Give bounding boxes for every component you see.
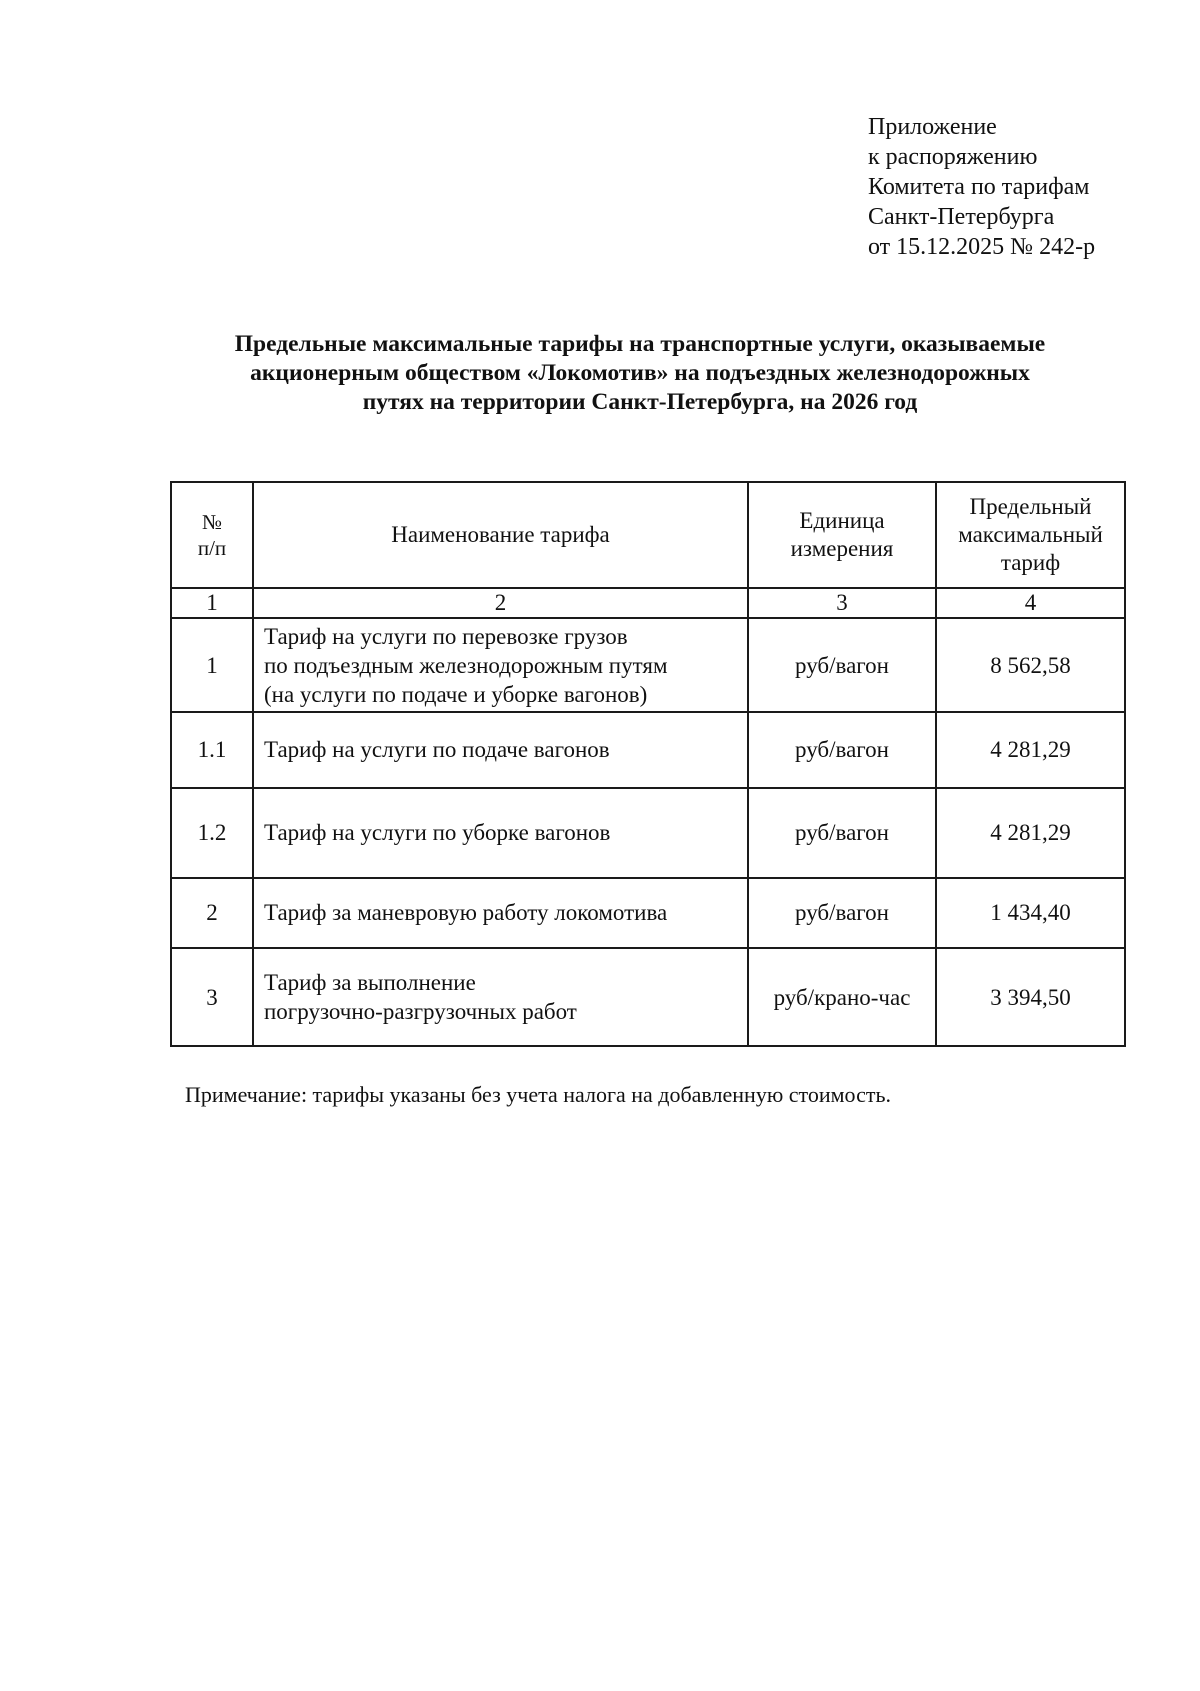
table-row: [171, 878, 1125, 948]
row-number: 3: [171, 948, 253, 1046]
table-row: [171, 712, 1125, 788]
table-header-row: [171, 482, 1125, 588]
row-number: 1.1: [171, 712, 253, 788]
tariff-value: 1 434,40: [936, 878, 1125, 948]
row-number: 1: [171, 618, 253, 712]
header-unit: [748, 482, 936, 588]
tariff-unit: руб/крано-час: [748, 948, 936, 1046]
table-row: [171, 618, 1125, 712]
title-line: путях на территории Санкт-Петербурга, на 2026 год: [362, 389, 918, 415]
tariff-name: Тариф за маневровую работу локомотива: [253, 878, 748, 948]
tariff-name-line: по подъездным железнодорожным путям: [264, 652, 668, 678]
header-text: п/п: [197, 536, 227, 560]
title-line: акционерным обществом «Локомотив» на подъездных железнодорожных: [250, 360, 1030, 386]
header-text: Единица: [799, 508, 885, 533]
column-numbers-row: [171, 588, 1125, 618]
document-title: [170, 330, 1110, 417]
footnote: Примечание: тарифы указаны без учета налога на добавленную стоимость.: [185, 1082, 891, 1107]
tariff-name-line: Тариф за выполнение: [264, 970, 476, 995]
header-text: Предельный: [969, 494, 1092, 519]
tariff-unit: руб/вагон: [748, 618, 936, 712]
header-text: тариф: [1000, 550, 1061, 575]
tariff-value: 3 394,50: [936, 948, 1125, 1046]
appendix-header: [868, 112, 1095, 262]
appendix-line: к распоряжению: [868, 144, 1038, 170]
row-number: 2: [171, 878, 253, 948]
tariff-unit: руб/вагон: [748, 878, 936, 948]
tariff-unit: руб/вагон: [748, 788, 936, 878]
header-text: №: [201, 510, 223, 534]
header-text: измерения: [790, 536, 894, 561]
appendix-line: Комитета по тарифам: [868, 174, 1090, 200]
column-number: 2: [253, 588, 748, 618]
tariff-name-line: Тариф на услуги по перевозке грузов: [264, 623, 628, 649]
appendix-line: Приложение: [868, 114, 997, 140]
tariff-name: Тариф на услуги по уборке вагонов: [253, 788, 748, 878]
table-row: [171, 948, 1125, 1046]
tariffs-table: [170, 481, 1126, 1047]
tariff-value: 8 562,58: [936, 618, 1125, 712]
tariff-name-line: погрузочно-разгрузочных работ: [264, 999, 577, 1024]
appendix-line: от 15.12.2025 № 242-р: [868, 234, 1096, 260]
title-line: Предельные максимальные тарифы на транспортные услуги, оказываемые: [234, 331, 1046, 357]
tariff-name: [253, 948, 748, 1046]
tariff-name: Тариф на услуги по подаче вагонов: [253, 712, 748, 788]
header-number: [171, 482, 253, 588]
header-name: Наименование тарифа: [253, 482, 748, 588]
tariff-unit: руб/вагон: [748, 712, 936, 788]
tariff-name: [253, 618, 748, 712]
table-row: [171, 788, 1125, 878]
header-tariff: [936, 482, 1125, 588]
column-number: 1: [171, 588, 253, 618]
column-number: 3: [748, 588, 936, 618]
tariff-value: 4 281,29: [936, 712, 1125, 788]
header-text: максимальный: [958, 522, 1103, 547]
column-number: 4: [936, 588, 1125, 618]
appendix-line: Санкт-Петербурга: [868, 204, 1055, 230]
tariff-value: 4 281,29: [936, 788, 1125, 878]
row-number: 1.2: [171, 788, 253, 878]
tariff-name-line: (на услуги по подаче и уборке вагонов): [264, 681, 648, 707]
